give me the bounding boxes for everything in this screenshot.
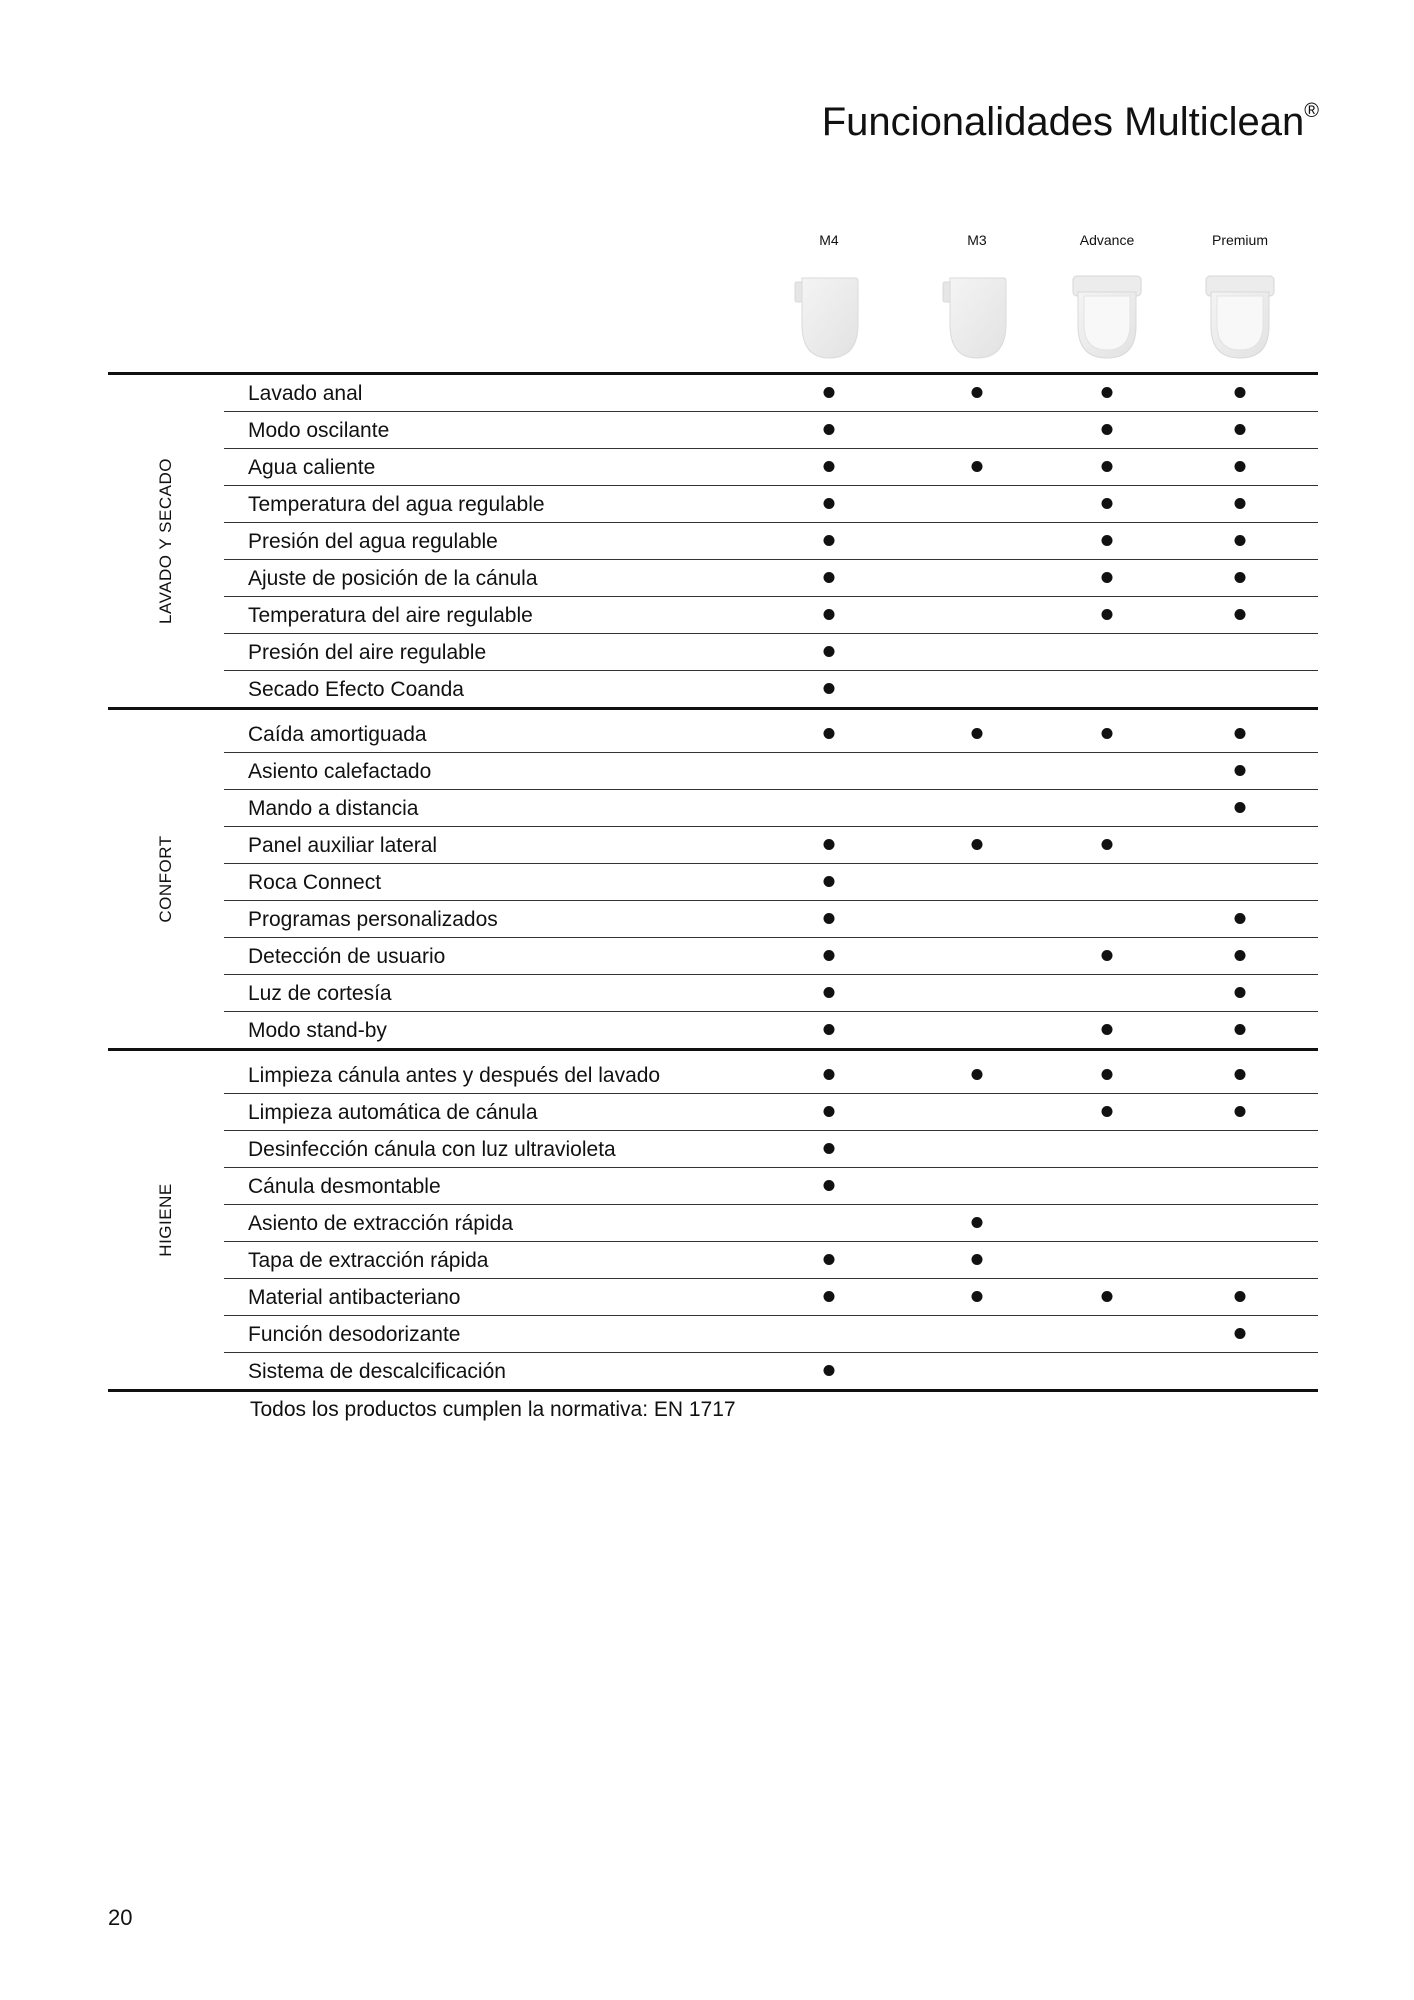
feature-label: Asiento de extracción rápida [248, 1212, 513, 1235]
table-row [224, 597, 1318, 634]
feature-label: Secado Efecto Coanda [248, 678, 464, 701]
feature-label: Desinfección cánula con luz ultravioleta [248, 1138, 616, 1161]
table-row [224, 486, 1318, 523]
availability-dot-icon [972, 461, 983, 472]
availability-dot-icon [824, 535, 835, 546]
feature-label: Agua caliente [248, 456, 376, 479]
availability-dot-icon [1102, 498, 1113, 509]
availability-dot-icon [972, 728, 983, 739]
registered-mark: ® [1304, 99, 1319, 122]
availability-dot-icon [824, 498, 835, 509]
availability-dot-icon [1235, 498, 1246, 509]
table-row [224, 901, 1318, 938]
availability-dot-icon [1235, 461, 1246, 472]
feature-label: Cánula desmontable [248, 1175, 441, 1198]
feature-label: Panel auxiliar lateral [248, 834, 438, 857]
feature-label: Programas personalizados [248, 908, 498, 931]
availability-dot-icon [972, 1069, 983, 1080]
feature-label: Temperatura del agua regulable [248, 493, 545, 516]
availability-dot-icon [824, 876, 835, 887]
availability-dot-icon [1102, 424, 1113, 435]
table-row [224, 671, 1318, 707]
availability-dot-icon [1235, 728, 1246, 739]
availability-dot-icon [1102, 1291, 1113, 1302]
availability-dot-icon [1102, 1069, 1113, 1080]
availability-dot-icon [1235, 1024, 1246, 1035]
table-row [224, 1279, 1318, 1316]
table-row [224, 1316, 1318, 1353]
availability-dot-icon [1235, 535, 1246, 546]
feature-label: Tapa de extracción rápida [248, 1249, 489, 1272]
feature-label: Limpieza automática de cánula [248, 1101, 538, 1124]
table-row [224, 790, 1318, 827]
table-row [224, 523, 1318, 560]
feature-label: Asiento calefactado [248, 760, 432, 783]
features-table [108, 372, 1318, 1392]
feature-label: Presión del aire regulable [248, 641, 487, 664]
feature-label: Modo stand-by [248, 1019, 387, 1042]
availability-dot-icon [824, 424, 835, 435]
feature-label: Luz de cortesía [248, 982, 392, 1005]
section-label-text: LAVADO Y SECADO [156, 458, 175, 624]
availability-dot-icon [1102, 839, 1113, 850]
availability-dot-icon [824, 1106, 835, 1117]
availability-dot-icon [824, 1291, 835, 1302]
section-0 [108, 372, 1318, 707]
section-label-text: HIGIENE [156, 1183, 175, 1257]
table-row [224, 1168, 1318, 1205]
feature-label: Detección de usuario [248, 945, 446, 968]
availability-dot-icon [824, 1365, 835, 1376]
availability-dot-icon [1235, 424, 1246, 435]
table-row [224, 1353, 1318, 1389]
model-seat-image-0 [792, 270, 866, 362]
availability-dot-icon [824, 387, 835, 398]
availability-dot-icon [1235, 913, 1246, 924]
feature-label: Presión del agua regulable [248, 530, 498, 553]
availability-dot-icon [1235, 1069, 1246, 1080]
availability-dot-icon [1235, 609, 1246, 620]
page-title [822, 100, 1319, 145]
footnote: Todos los productos cumplen la normativa: EN 1717 [250, 1398, 736, 1421]
availability-dot-icon [824, 646, 835, 657]
section-label [108, 375, 224, 707]
availability-dot-icon [824, 839, 835, 850]
feature-label: Mando a distancia [248, 797, 419, 820]
feature-label: Modo oscilante [248, 419, 390, 442]
section-label-text: CONFORT [156, 835, 175, 923]
feature-label: Ajuste de posición de la cánula [248, 567, 538, 590]
model-header-1: M3 [967, 232, 987, 248]
availability-dot-icon [972, 387, 983, 398]
availability-dot-icon [972, 1217, 983, 1228]
model-header-0: M4 [819, 232, 839, 248]
page-number: 20 [108, 1905, 133, 1930]
table-row [224, 938, 1318, 975]
table-row [224, 449, 1318, 486]
table-row [224, 412, 1318, 449]
availability-dot-icon [824, 683, 835, 694]
availability-dot-icon [1102, 609, 1113, 620]
availability-dot-icon [824, 987, 835, 998]
feature-label: Limpieza cánula antes y después del lavado [248, 1064, 661, 1087]
section-2 [108, 1048, 1318, 1392]
availability-dot-icon [972, 1254, 983, 1265]
availability-dot-icon [1102, 1024, 1113, 1035]
table-row [224, 1094, 1318, 1131]
table-row [224, 634, 1318, 671]
availability-dot-icon [972, 1291, 983, 1302]
table-row [224, 1131, 1318, 1168]
availability-dot-icon [824, 913, 835, 924]
availability-dot-icon [1235, 987, 1246, 998]
model-seat-image-1 [940, 270, 1014, 362]
feature-label: Roca Connect [248, 871, 382, 894]
availability-dot-icon [824, 609, 835, 620]
table-row [224, 864, 1318, 901]
availability-dot-icon [1102, 728, 1113, 739]
availability-dot-icon [1235, 387, 1246, 398]
section-1 [108, 707, 1318, 1048]
table-row [224, 560, 1318, 597]
availability-dot-icon [824, 728, 835, 739]
model-header-3: Premium [1211, 232, 1268, 248]
table-row [224, 827, 1318, 864]
availability-dot-icon [824, 1254, 835, 1265]
model-header-2: Advance [1079, 232, 1135, 248]
availability-dot-icon [1235, 950, 1246, 961]
section-label [108, 710, 224, 1048]
section-label [108, 1051, 224, 1389]
availability-dot-icon [824, 572, 835, 583]
availability-dot-icon [824, 1143, 835, 1154]
table-row [224, 716, 1318, 753]
availability-dot-icon [824, 950, 835, 961]
table-row [224, 1205, 1318, 1242]
availability-dot-icon [1102, 572, 1113, 583]
availability-dot-icon [824, 1180, 835, 1191]
availability-dot-icon [1235, 1291, 1246, 1302]
availability-dot-icon [824, 1024, 835, 1035]
availability-dot-icon [824, 461, 835, 472]
availability-dot-icon [1235, 765, 1246, 776]
availability-dot-icon [1102, 1106, 1113, 1117]
page-title-text: Funcionalidades Multiclean [821, 100, 1305, 144]
availability-dot-icon [1102, 387, 1113, 398]
model-seat-image-2 [1070, 270, 1144, 362]
feature-label: Sistema de descalcificación [248, 1360, 506, 1383]
feature-label: Lavado anal [248, 382, 363, 405]
table-row [224, 375, 1318, 412]
availability-dot-icon [1102, 535, 1113, 546]
availability-dot-icon [1102, 461, 1113, 472]
table-row [224, 1057, 1318, 1094]
feature-label: Material antibacteriano [248, 1286, 461, 1309]
feature-label: Temperatura del aire regulable [248, 604, 533, 627]
feature-label: Función desodorizante [248, 1323, 461, 1346]
availability-dot-icon [824, 1069, 835, 1080]
table-row [224, 975, 1318, 1012]
availability-dot-icon [1235, 1106, 1246, 1117]
availability-dot-icon [1235, 1328, 1246, 1339]
availability-dot-icon [1235, 802, 1246, 813]
table-row [224, 753, 1318, 790]
feature-label: Caída amortiguada [248, 723, 427, 746]
model-seat-image-3 [1203, 270, 1277, 362]
table-row [224, 1242, 1318, 1279]
table-row [224, 1012, 1318, 1048]
availability-dot-icon [1235, 572, 1246, 583]
availability-dot-icon [972, 839, 983, 850]
availability-dot-icon [1102, 950, 1113, 961]
